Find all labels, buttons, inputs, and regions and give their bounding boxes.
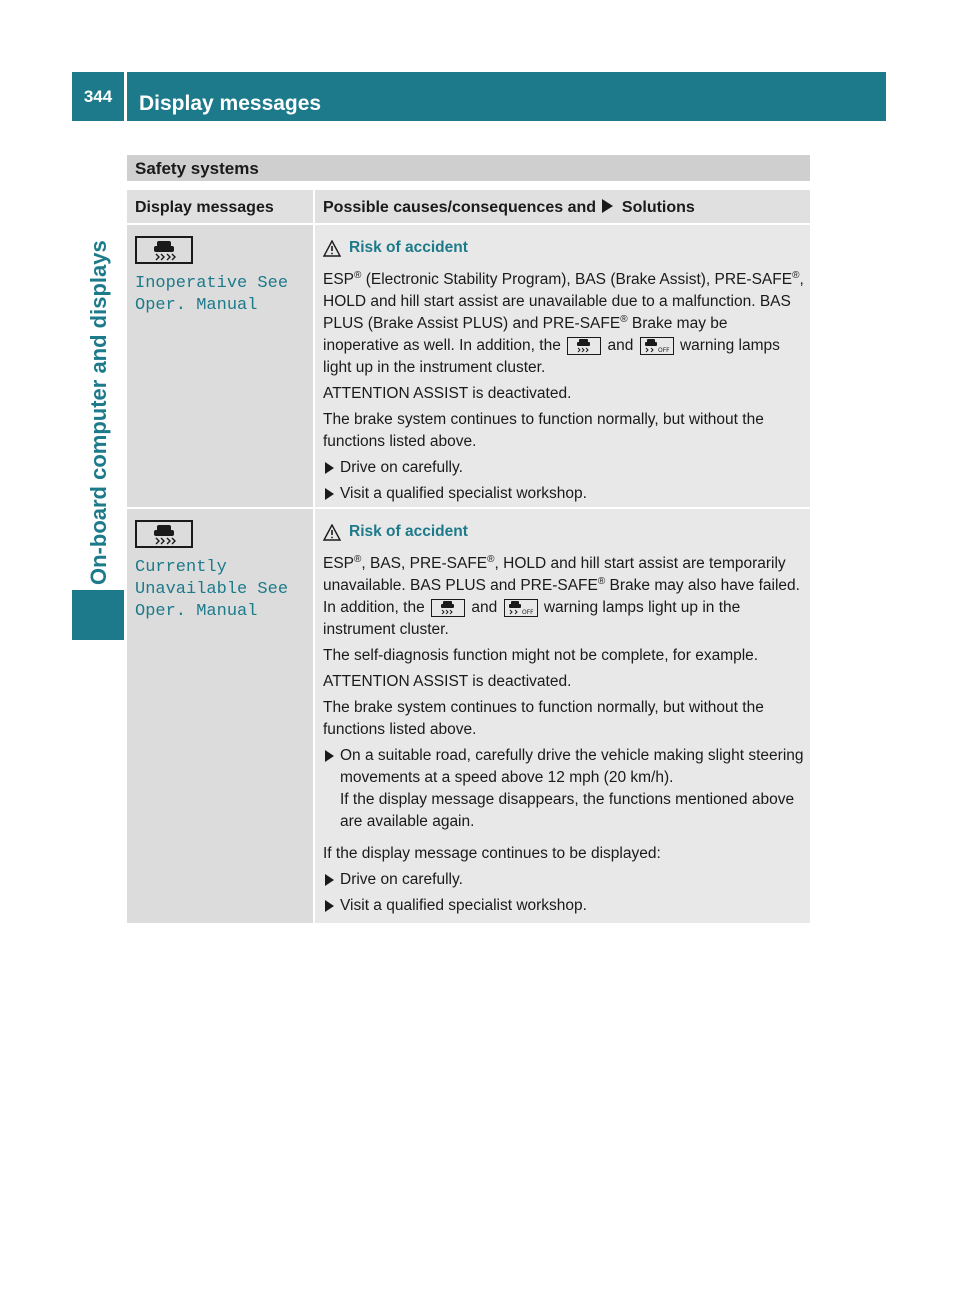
- side-tab-label: On-board computer and displays: [86, 240, 111, 585]
- warning-label: Risk of accident: [349, 523, 468, 540]
- warning-triangle-icon: [323, 240, 341, 257]
- svg-text:OFF: OFF: [521, 609, 534, 615]
- instruction-item: Visit a qualified specialist workshop.: [323, 895, 804, 917]
- solutions-cell: [313, 509, 810, 923]
- page-title: Display messages: [139, 92, 322, 115]
- table-row: [127, 225, 810, 507]
- instruction-item: Visit a qualified specialist workshop.: [323, 483, 804, 505]
- paragraph: The brake system continues to function normally, but without the functions listed above.: [323, 411, 764, 450]
- side-tab-block: [72, 590, 124, 640]
- display-message-text: [135, 273, 305, 317]
- message-cell: [127, 225, 313, 507]
- table-row: [127, 509, 810, 923]
- esp-warning-lamp-icon: [567, 337, 601, 355]
- instruction-item: Drive on carefully.: [323, 869, 804, 891]
- esp-warning-lamp-icon: [431, 599, 465, 617]
- message-line: Inoperative See: [135, 274, 289, 293]
- page-number: 344: [83, 87, 113, 106]
- message-line: Oper. Manual: [135, 296, 258, 315]
- paragraph: ATTENTION ASSIST is deactivated.: [323, 673, 572, 690]
- paragraph: The brake system continues to function normally, but without the functions listed above.: [323, 699, 764, 738]
- message-line: Oper. Manual: [135, 602, 258, 621]
- section-title: Safety systems: [135, 159, 259, 178]
- message-line: Unavailable See: [135, 580, 289, 599]
- esp-skid-car-icon: [135, 236, 193, 264]
- instruction-item: Drive on carefully.: [323, 457, 804, 479]
- warning-triangle-icon: [323, 524, 341, 541]
- display-messages-table: [127, 190, 810, 925]
- column-header-solutions: [313, 190, 810, 223]
- esp-skid-car-icon: [135, 520, 193, 548]
- paragraph: ESP®, BAS, PRE-SAFE®, HOLD and hill start assist are temporarily unavailable. BAS PLUS and PRE-SAFE® Brake may also have failed. In addition, the and OFF warning lamps light up in the instrument cluster.: [323, 553, 800, 638]
- header-divider: [124, 72, 127, 121]
- instruction-item: On a suitable road, carefully drive the vehicle making slight steering movements at a speed above 12 mph (20 km/h). If the display message disappears, the functions mentioned above are available again.: [323, 745, 804, 833]
- table-header: [127, 190, 810, 223]
- message-cell: [127, 509, 313, 923]
- message-line: Currently: [135, 558, 227, 577]
- warning-label: Risk of accident: [349, 239, 468, 256]
- instruction-result: If the display message disappears, the functions mentioned above are available again.: [340, 791, 795, 830]
- warning-heading: [323, 237, 804, 259]
- paragraph: ATTENTION ASSIST is deactivated.: [323, 385, 572, 402]
- arrow-right-icon: [602, 199, 613, 213]
- column-header-causes-label: Possible causes/consequences and: [323, 199, 597, 216]
- paragraph: If the display message continues to be displayed:: [323, 845, 661, 862]
- paragraph: The self-diagnosis function might not be complete, for example.: [323, 647, 759, 664]
- esp-off-warning-lamp-icon: [504, 599, 538, 617]
- solutions-cell: [313, 225, 810, 507]
- column-header-messages: Display messages: [135, 199, 274, 216]
- warning-heading: [323, 521, 804, 543]
- paragraph: ESP® (Electronic Stability Program), BAS (Brake Assist), PRE-SAFE®, HOLD and hill start assist are unavailable due to a malfunction. BAS PLUS (Brake Assist PLUS) and PRE-SAFE® Brake may be inoperative as well. In addition, the and OFF warning lamps light up in the instrument cluster.: [323, 269, 804, 376]
- svg-text:OFF: OFF: [657, 347, 670, 353]
- column-header-solutions-label: Solutions: [621, 199, 695, 216]
- display-message-text: [135, 557, 305, 623]
- esp-off-warning-lamp-icon: [640, 337, 674, 355]
